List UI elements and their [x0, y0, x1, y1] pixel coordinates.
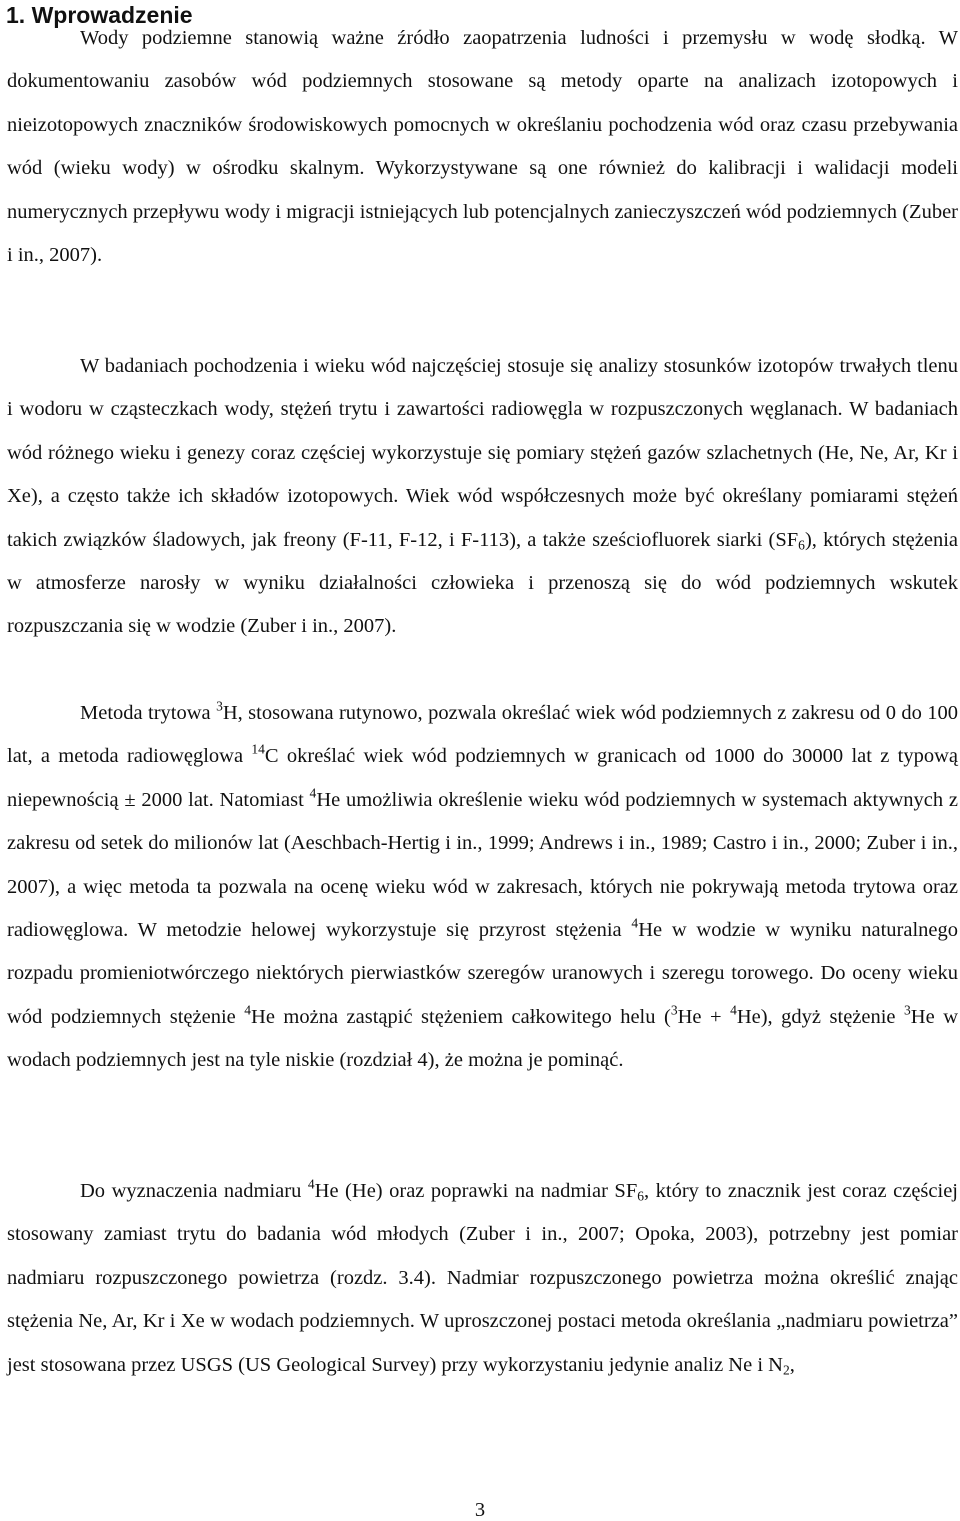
- paragraph-excess-air: [7, 1170, 958, 1387]
- paragraph-text: C określać wiek wód podziemnych w granicach od 1000 do 30000 lat z typową niepewnością ± 2000 lat. Natomiast: [7, 745, 958, 811]
- section-heading: 1. Wprowadzenie: [6, 2, 193, 28]
- superscript: 4: [631, 915, 639, 931]
- paragraph-intro: [7, 17, 958, 277]
- subscript: 6: [798, 537, 805, 552]
- page-number: 3: [474, 1499, 486, 1521]
- superscript: 3: [670, 1002, 678, 1018]
- paragraph-text: He można zastąpić stężeniem całkowitego helu (: [251, 1005, 671, 1028]
- paragraph-text: H, stosowana rutynowo, pozwala określać wiek wód podziemnych z zakresu od 0 do 100 lat, a metoda radiowęglowa: [7, 702, 959, 768]
- superscript: 4: [730, 1002, 737, 1018]
- superscript: 3: [216, 698, 223, 714]
- subscript: 2: [782, 1362, 790, 1377]
- paragraph-text: He), gdyż stężenie: [736, 1005, 905, 1028]
- superscript: 3: [904, 1002, 911, 1018]
- paragraph-text: ), których stężenia w atmosferze narosły w wyniku działalności człowieka i przenoszą się do wód podziemnych wskutek rozpuszczania się w wodzie (Zuber i in., 2007).: [7, 528, 958, 638]
- paragraph-text: , który to znacznik jest coraz częściej stosowany zamiast trytu do badania wód młodych (Zuber i in., 2007; Opoka, 2003), potrzebny jest pomiar nadmiaru rozpuszczonego powietrza (rozdz. 3.4). Nadmiar rozpuszczonego powietrza można określić znając stężenia Ne, Ar, Kr i Xe w wodach podziemnych. W uproszczonej postaci metoda określania „nadmiaru powietrza” jest stosowana przez USGS (US Geological Survey) przy wykorzystaniu jedynie analiz Ne i N: [7, 1180, 958, 1376]
- superscript: 4: [244, 1002, 252, 1018]
- paragraph-tritium-method: [7, 692, 958, 1083]
- paragraph-text: He (He) oraz poprawki na nadmiar SF: [314, 1180, 638, 1202]
- paragraph-text: He w wodach podziemnych jest na tyle niskie (rozdział 4), że można je pominąć.: [7, 1005, 958, 1072]
- paragraph-text: ,: [789, 1353, 795, 1376]
- paragraph-text: He w wodzie w wyniku naturalnego rozpadu promieniotwórczego niektórych pierwiastków szeregów uranowych i szeregu torowego. Do oceny wieku wód podziemnych stężenie: [7, 919, 958, 1028]
- paragraph-text: Metoda trytowa: [80, 702, 217, 724]
- superscript: 4: [309, 785, 317, 801]
- superscript: 14: [251, 742, 265, 758]
- subscript: 6: [637, 1188, 644, 1204]
- paragraph-text: Wody podziemne stanowią ważne źródło zaopatrzenia ludności i przemysłu w wodę słodką. W dokumentowaniu zasobów wód podziemnych stosowane są metody oparte na analizach izotopowych i nieizotopowych znaczników środowiskowych pomocnych w określaniu pochodzenia wód oraz czasu przebywania wód (wieku wody) w ośrodku skalnym. Wykorzystywane są one również do kalibracji i walidacji modeli numerycznych przepływu wody i migracji istniejących lub potencjalnych zanieczyszczeń wód podziemnych (Zuber i in., 2007).: [7, 27, 958, 267]
- paragraph-text: He +: [677, 1005, 731, 1028]
- paragraph-text: He umożliwia określenie wieku wód podziemnych w systemach aktywnych z zakresu od setek do milionów lat (Aeschbach-Hertig i in., 1999; Andrews i in., 1989; Castro i in., 2000; Zuber i in., 2007), a więc metoda ta pozwala na ocenę wieku wód w zakresach, których nie pokrywają metoda trytowa oraz radiowęglowa. W metodzie helowej wykorzystuje się przyrost stężenia: [7, 788, 958, 942]
- superscript: 4: [307, 1176, 315, 1192]
- paragraph-methods: [7, 345, 958, 649]
- paragraph-text: W badaniach pochodzenia i wieku wód najczęściej stosuje się analizy stosunków izotopów trwałych tlenu i wodoru w cząsteczkach wody, stężeń trytu i zawartości radiowęgla w rozpuszczonych węglanach. W badaniach wód różnego wieku i genezy coraz częściej wykorzystuje się pomiary stężeń gazów szlachetnych (He, Ne, Ar, Kr i Xe), a często także ich składów izotopowych. Wiek wód współczesnych może być określany pomiarami stężeń takich związków śladowych, jak freony (F-11, F-12, i F-113), a także sześciofluorek siarki (SF: [7, 355, 958, 551]
- paragraph-text: Do wyznaczenia nadmiaru: [80, 1180, 308, 1202]
